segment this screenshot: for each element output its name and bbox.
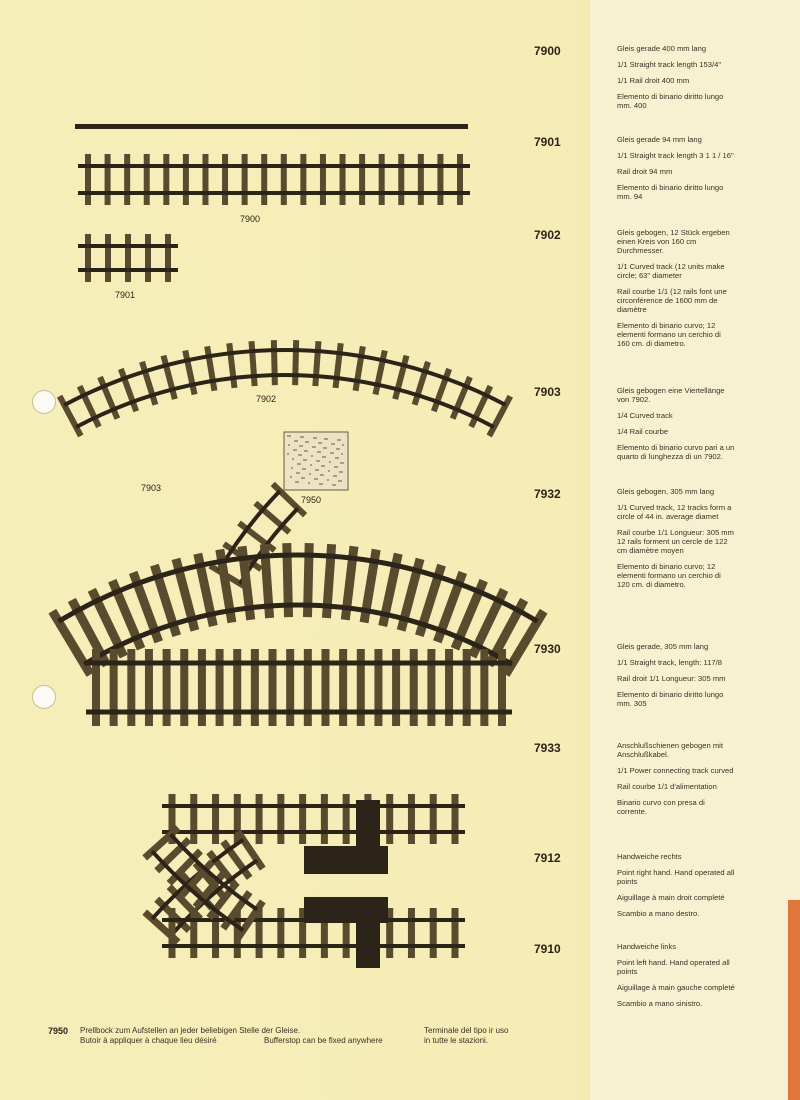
buffer-stop-texture	[309, 473, 311, 475]
footer-text-it	[424, 1026, 564, 1046]
buffer-stop-texture	[295, 449, 297, 451]
buffer-stop-texture	[333, 475, 335, 477]
point-7912-lever	[356, 800, 380, 848]
buffer-stop-texture	[333, 443, 335, 445]
track-7900-sleeper	[359, 154, 365, 205]
buffer-stop-texture	[339, 471, 341, 473]
buffer-stop-texture	[321, 465, 323, 467]
description-it: Scambio a mano destro.	[617, 909, 700, 918]
item-number-7932: 7932	[534, 487, 561, 501]
buffer-stop-texture	[303, 459, 305, 461]
track-7902-sleeper	[336, 343, 341, 388]
track-7900-sleeper	[281, 154, 287, 205]
description-en: 1/1 Curved track, 12 tracks form a circle of 44 in. average diamet	[617, 503, 732, 521]
track-7901-sleeper	[165, 234, 171, 282]
description-7933	[617, 741, 735, 823]
point-7912-motor-box	[304, 846, 388, 874]
description-en: 1/1 Power connecting track curved	[617, 766, 734, 775]
buffer-stop-texture	[287, 435, 289, 437]
track-7902-sleeper	[295, 340, 296, 385]
buffer-stop-texture	[336, 466, 338, 468]
track-7900-sleeper	[379, 154, 385, 205]
item-number-7930: 7930	[534, 642, 561, 656]
description-fr: Rail droit 94 mm	[617, 167, 673, 176]
point-7912-straight-rail	[162, 804, 465, 808]
buffer-stop-texture	[328, 470, 330, 472]
description-it: Elemento di binario curvo; 12 elementi formano un cerchio di 160 cm. di diametro.	[617, 321, 721, 348]
buffer-stop-texture	[306, 450, 308, 452]
track-7900-sleeper	[183, 154, 189, 205]
point-7910-straight-rail	[162, 944, 465, 948]
drawing-label-7900: 7900	[240, 214, 261, 224]
track-7900-sleeper	[222, 154, 228, 205]
buffer-stop-texture	[296, 472, 298, 474]
track-7902-sleeper	[229, 343, 234, 388]
buffer-stop-texture	[313, 437, 315, 439]
buffer-stop-texture	[308, 482, 310, 484]
buffer-stop-texture	[291, 467, 293, 469]
buffer-stop-texture	[316, 460, 318, 462]
track-7900-sleeper	[242, 154, 248, 205]
buffer-stop-texture	[296, 440, 298, 442]
track-7900-sleeper	[261, 154, 267, 205]
buffer-stop-texture	[332, 484, 334, 486]
item-number-7902: 7902	[534, 228, 561, 242]
point-7910-straight-sleeper	[430, 908, 437, 958]
description-de: Anschlußschienen gebogen mit Anschlußkabel.	[617, 741, 723, 759]
buffer-stop-texture	[332, 452, 334, 454]
track-7902-rail	[76, 375, 494, 427]
description-7901	[617, 135, 735, 208]
drawing-label-7902: 7902	[256, 394, 277, 404]
track-7900-sleeper	[320, 154, 326, 205]
buffer-stop-texture	[320, 474, 322, 476]
point-7910-straight-sleeper	[190, 908, 197, 958]
description-it: Elemento di binario curvo; 12 elementi formano un cerchio di 120 cm. di diametro.	[617, 562, 721, 589]
buffer-stop-texture	[298, 454, 300, 456]
track-7900-sleeper	[202, 154, 208, 205]
description-en: 1/4 Curved track	[617, 411, 673, 420]
buffer-stop-texture	[334, 484, 336, 486]
description-7902	[617, 228, 735, 355]
buffer-stop-texture	[298, 472, 300, 474]
track-7901-sleeper	[125, 234, 131, 282]
drawing-label-7901: 7901	[115, 290, 136, 300]
buffer-stop-texture	[339, 439, 341, 441]
point-7912-straight-sleeper	[408, 794, 415, 844]
description-7903	[617, 386, 735, 468]
buffer-stop-texture	[342, 462, 344, 464]
buffer-stop-texture	[317, 451, 319, 453]
buffer-stop-texture	[322, 474, 324, 476]
description-de: Gleis gebogen, 12 Stück ergeben einen Kreis von 160 cm Durchmesser.	[617, 228, 730, 255]
buffer-stop-texture	[335, 475, 337, 477]
buffer-stop-texture	[301, 477, 303, 479]
description-de: Gleis gerade, 305 mm lang	[617, 642, 709, 651]
point-7912-straight-sleeper	[190, 794, 197, 844]
item-number-7900: 7900	[534, 44, 561, 58]
buffer-stop-texture	[341, 471, 343, 473]
buffer-stop-texture	[310, 464, 312, 466]
buffer-stop-texture	[330, 452, 332, 454]
track-7902-sleeper	[274, 340, 275, 385]
track-7900-sleeper	[300, 154, 306, 205]
point-7910-straight-sleeper	[408, 908, 415, 958]
description-de: Gleis gerade 94 mm lang	[617, 135, 702, 144]
footer-it-1: Terminale del tipo ir uso	[424, 1026, 509, 1035]
buffer-stop-texture	[305, 459, 307, 461]
track-7900-rail	[78, 164, 470, 168]
description-en: 1/1 Curved track (12 units make circle; 63" diameter	[617, 262, 725, 280]
buffer-stop-texture	[293, 449, 295, 451]
buffer-stop-texture	[302, 468, 304, 470]
track-7901-rail	[78, 244, 178, 248]
item-number-7933: 7933	[534, 741, 561, 755]
track-7902-sleeper	[252, 341, 255, 386]
track-7900-sleeper	[340, 154, 346, 205]
buffer-stop-texture	[295, 481, 297, 483]
buffer-stop-texture	[300, 454, 302, 456]
buffer-stop-texture	[288, 444, 290, 446]
buffer-stop-texture	[340, 480, 342, 482]
description-en: Point left hand. Hand operated all points	[617, 958, 730, 976]
description-de: Handweiche rechts	[617, 852, 682, 861]
buffer-stop-texture	[304, 450, 306, 452]
track-7932-rail	[59, 555, 538, 621]
buffer-stop-texture	[340, 462, 342, 464]
point-7910-straight-sleeper	[452, 908, 459, 958]
track-7900-sleeper	[418, 154, 424, 205]
description-it: Elemento di binario diritto lungo mm. 400	[617, 92, 724, 110]
track-7902-sleeper	[356, 346, 363, 390]
description-fr: Aiguillage à main gauche completé	[617, 983, 735, 992]
buffer-stop-texture	[315, 469, 317, 471]
drawing-label-7950: 7950	[301, 495, 322, 505]
track-7901-sleeper	[105, 234, 111, 282]
buffer-stop-texture	[326, 438, 328, 440]
buffer-stop-texture	[299, 445, 301, 447]
buffer-stop-texture	[337, 457, 339, 459]
buffer-stop-texture	[301, 445, 303, 447]
buffer-stop-texture	[311, 455, 313, 457]
drawing-label-7903: 7903	[141, 483, 162, 493]
buffer-stop-texture	[319, 451, 321, 453]
buffer-stop-texture	[317, 469, 319, 471]
description-en: 1/1 Straight track, length: 117/8	[617, 658, 722, 667]
description-7910	[617, 942, 735, 1015]
point-7912-straight-sleeper	[452, 794, 459, 844]
description-de: Gleis gebogen, 305 mm lang	[617, 487, 715, 496]
buffer-stop-texture	[331, 443, 333, 445]
track-7900-sleeper	[163, 154, 169, 205]
item-number-7912: 7912	[534, 851, 561, 865]
description-7930	[617, 642, 735, 715]
point-7910-lever	[356, 920, 380, 968]
buffer-stop-texture	[289, 435, 291, 437]
point-7910-straight-sleeper	[277, 908, 284, 958]
footer-en: Bufferstop can be fixed anywhere	[264, 1036, 383, 1045]
buffer-stop-texture	[304, 468, 306, 470]
buffer-stop-texture	[325, 447, 327, 449]
buffer-stop-texture	[323, 447, 325, 449]
buffer-stop-texture	[338, 480, 340, 482]
description-de: Gleis gerade 400 mm lang	[617, 44, 707, 53]
footer-fr: Butoir à appliquer à chaque lieu désiré	[80, 1036, 217, 1045]
track-7900-sleeper	[437, 154, 443, 205]
buffer-stop-texture	[335, 457, 337, 459]
description-fr: Rail courbe 1/1 (12 rails font une circonférence de 1600 mm de diamètre	[617, 287, 727, 314]
track-7900-sleeper	[398, 154, 404, 205]
buffer-stop-texture	[287, 453, 289, 455]
point-7912-straight-sleeper	[299, 794, 306, 844]
buffer-stop-texture	[303, 477, 305, 479]
buffer-stop-texture	[321, 483, 323, 485]
description-fr: Rail courbe 1/1 d'alimentation	[617, 782, 717, 791]
buffer-stop-texture	[307, 441, 309, 443]
buffer-stop-texture	[341, 453, 343, 455]
buffer-stop-texture	[302, 436, 304, 438]
buffer-stop-texture	[297, 463, 299, 465]
item-number-7910: 7910	[534, 942, 561, 956]
track-7900-sleeper	[457, 154, 463, 205]
buffer-stop-texture	[292, 458, 294, 460]
description-7932	[617, 487, 735, 596]
buffer-stop-texture	[316, 478, 318, 480]
point-7912-straight-sleeper	[277, 794, 284, 844]
description-it: Elemento di binario diritto lungo mm. 94	[617, 183, 724, 201]
description-en: 1/1 Straight track length 153/4"	[617, 60, 722, 69]
description-de: Handweiche links	[617, 942, 677, 951]
buffer-stop-texture	[324, 456, 326, 458]
description-fr: Rail courbe 1/1 Longueur: 305 mm 12 rails forment un cercle de 122 cm diamètre moyen	[617, 528, 734, 555]
description-fr: 1/4 Rail courbe	[617, 427, 669, 436]
buffer-stop-texture	[323, 465, 325, 467]
buffer-stop-texture	[305, 441, 307, 443]
buffer-stop-texture	[337, 439, 339, 441]
buffer-stop-texture	[290, 476, 292, 478]
buffer-stop-texture	[312, 446, 314, 448]
description-en: Point right hand. Hand operated all points	[617, 868, 735, 886]
track-7900-sleeper	[144, 154, 150, 205]
description-7912	[617, 852, 735, 925]
buffer-stop-texture	[327, 479, 329, 481]
buffer-stop-texture	[318, 442, 320, 444]
track-7902-sleeper	[207, 346, 214, 390]
track-7930-rail	[86, 710, 512, 715]
buffer-stop-texture	[294, 440, 296, 442]
description-fr: 1/1 Rail droit 400 mm	[617, 76, 690, 85]
point-7912-straight-sleeper	[321, 794, 328, 844]
point-7910-motor-box	[304, 897, 388, 923]
buffer-stop-texture	[315, 437, 317, 439]
description-it: Binario curvo con presa di corrente.	[617, 798, 705, 816]
buffer-stop-texture	[320, 442, 322, 444]
buffer-stop-texture	[314, 446, 316, 448]
description-it: Elemento di binario diritto lungo mm. 305	[617, 690, 724, 708]
footer-item-number: 7950	[48, 1026, 69, 1036]
buffer-stop-texture	[342, 444, 344, 446]
track-7901-sleeper	[145, 234, 151, 282]
description-7900	[617, 44, 735, 117]
buffer-stop-texture	[318, 460, 320, 462]
description-it: Elemento di binario curvo pari a un quarto di lunghezza di un 7902.	[617, 443, 735, 461]
track-7903-sleeper	[255, 503, 289, 532]
buffer-stop-texture	[334, 466, 336, 468]
description-de: Gleis gebogen eine Viertellänge von 7902.	[617, 386, 725, 404]
buffer-stop-texture	[336, 448, 338, 450]
buffer-stop-texture	[329, 461, 331, 463]
point-7912-straight-sleeper	[256, 794, 263, 844]
track-7901-sleeper	[85, 234, 91, 282]
point-7910-straight-sleeper	[169, 908, 176, 958]
point-7912-straight-rail	[162, 830, 465, 834]
description-fr: Rail droit 1/1 Longueur: 305 mm	[617, 674, 726, 683]
track-7900-sleeper	[124, 154, 130, 205]
item-number-7903: 7903	[534, 385, 561, 399]
description-en: 1/1 Straight track length 3 1 1 / 16"	[617, 151, 734, 160]
buffer-stop-texture	[324, 438, 326, 440]
track-7900-sleeper	[105, 154, 111, 205]
item-number-7901: 7901	[534, 135, 561, 149]
buffer-stop-texture	[338, 448, 340, 450]
buffer-stop-texture	[297, 481, 299, 483]
point-7912-straight-sleeper	[386, 794, 393, 844]
buffer-stop-texture	[300, 436, 302, 438]
buffer-stop-texture	[314, 478, 316, 480]
track-7900-rail	[78, 191, 470, 195]
point-7912-straight-sleeper	[430, 794, 437, 844]
buffer-stop-texture	[319, 483, 321, 485]
point-7912-straight-sleeper	[343, 794, 350, 844]
footer-de: Prellbock zum Aufstellen an jeder beliebigen Stelle der Gleise.	[80, 1026, 301, 1035]
track-7902-sleeper	[315, 341, 318, 386]
track-7901-rail	[78, 268, 178, 272]
buffer-stop-texture	[299, 463, 301, 465]
buffer-stop-texture	[322, 456, 324, 458]
point-7912-straight-sleeper	[212, 794, 219, 844]
track-7930-rail	[86, 661, 512, 666]
description-it: Scambio a mano sinistro.	[617, 999, 703, 1008]
footer-it-2: in tutte le stazioni.	[424, 1036, 489, 1045]
track-7900-sleeper	[85, 154, 91, 205]
description-fr: Aiguillage à main droit completé	[617, 893, 725, 902]
